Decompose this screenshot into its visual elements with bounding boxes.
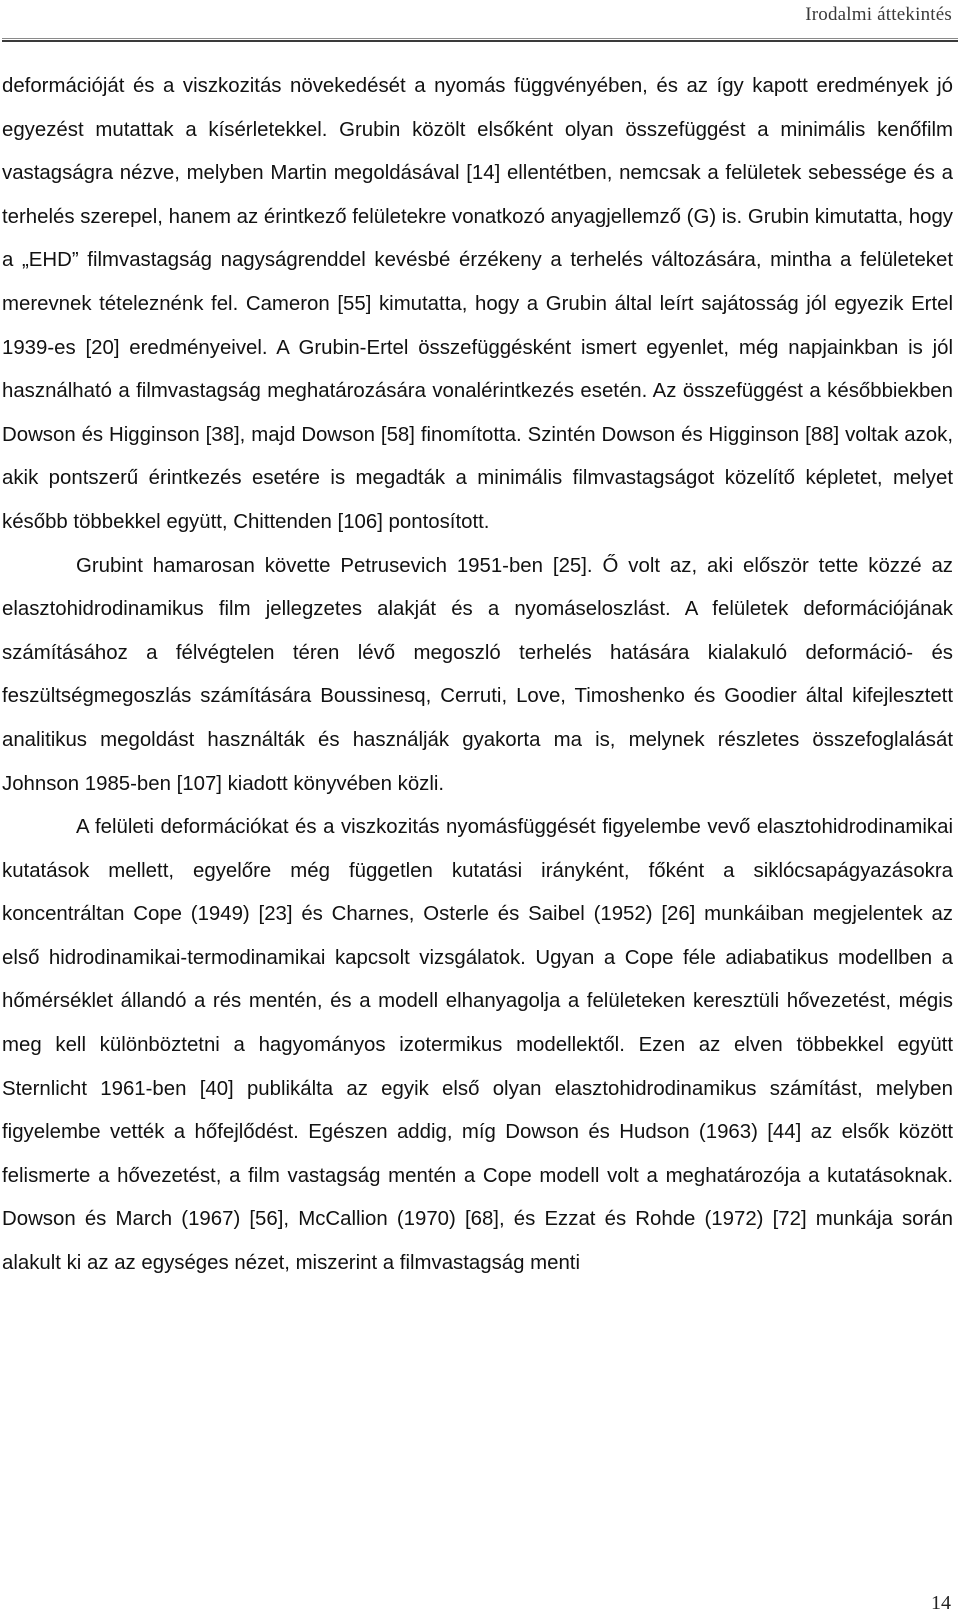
header-rule [2,38,958,42]
paragraph-1: deformációját és a viszkozitás növekedését a nyomás függvényében, és az így kapott eredmények jó egyezést mutattak a kísérletekkel. Grubin közölt elsőként olyan összefüggést a minimális kenőfilm vastagságra nézve, melyben Martin megoldásával [14] ellentétben, nemcsak a felületek sebessége és a terhelés szerepel, hanem az érintkező felületekre vonatkozó anyagjellemző (G) is. Grubin kimutatta, hogy a „EHD” filmvastagság nagyságrenddel kevésbé érzékeny a terhelés változására, mintha a felületeket merevnek tételeznénk fel. Cameron [55] kimutatta, hogy a Grubin által leírt sajátosság jól egyezik Ertel 1939-es [20] eredményeivel. A Grubin-Ertel összefüggésként ismert egyenlet, még napjainkban is jól használható a filmvastagság meghatározására vonalérintkezés esetén. Az összefüggést a későbbiekben Dowson és Higginson [38], majd Dowson [58] finomította. Szintén Dowson és Higginson [88] voltak azok, akik pontszerű érintkezés esetére is megadták a minimális filmvastagságot közelítő képletet, melyet később többekkel együtt, Chittenden [106] pontosított. [2,75,953,533]
body-text [2,65,953,1286]
running-header-title: Irodalmi áttekintés [805,4,952,25]
page-header [0,0,960,44]
paragraph-2: Grubint hamarosan követte Petrusevich 1951-ben [25]. Ő volt az, aki először tette közzé az elasztohidrodinamikus film jellegzetes alakját és a nyomáseloszlást. A felületek deformációjának számításához a félvégtelen téren lévő megoszló terhelés hatására kialakuló deformáció- és feszültségmegoszlás számítására Boussinesq, Cerruti, Love, Timoshenko és Goodier által kifejlesztett analitikus megoldást használták és használják gyakorta ma is, melynek részletes összefoglalását Johnson 1985-ben [107] kiadott könyvében közli. [2,554,953,795]
paragraph-3: A felületi deformációkat és a viszkozitás nyomásfüggését figyelembe vevő elasztohidrodinamikai kutatások mellett, egyelőre még független kutatási irányként, főként a siklócsapágyazásokra koncentráltan Cope (1949) [23] és Charnes, Osterle és Saibel (1952) [26] munkáiban megjelentek az első hidrodinamikai-termodinamikai kapcsolt vizsgálatok. Ugyan a Cope féle adiabatikus modellben a hőmérséklet állandó a rés mentén, és a modell elhanyagolja a felületeken keresztüli hővezetést, mégis meg kell különböztetni a hagyományos izotermikus modellektől. Ezen az elven többekkel együtt Sternlicht 1961-ben [40] publikálta az egyik első olyan elasztohidrodinamikus számítást, melyben figyelembe vették a hőfejlődést. Egészen addig, míg Dowson és Hudson (1963) [44] az elsők között felismerte a hővezetést, a film vastagság mentén a Cope modell volt a meghatározója a kutatásoknak. Dowson és March (1967) [56], McCallion (1970) [68], és Ezzat és Rohde (1972) [72] munkája során alakult ki az az egységes nézet, miszerint a filmvastagság menti [2,816,953,1275]
page-number: 14 [931,1592,951,1614]
